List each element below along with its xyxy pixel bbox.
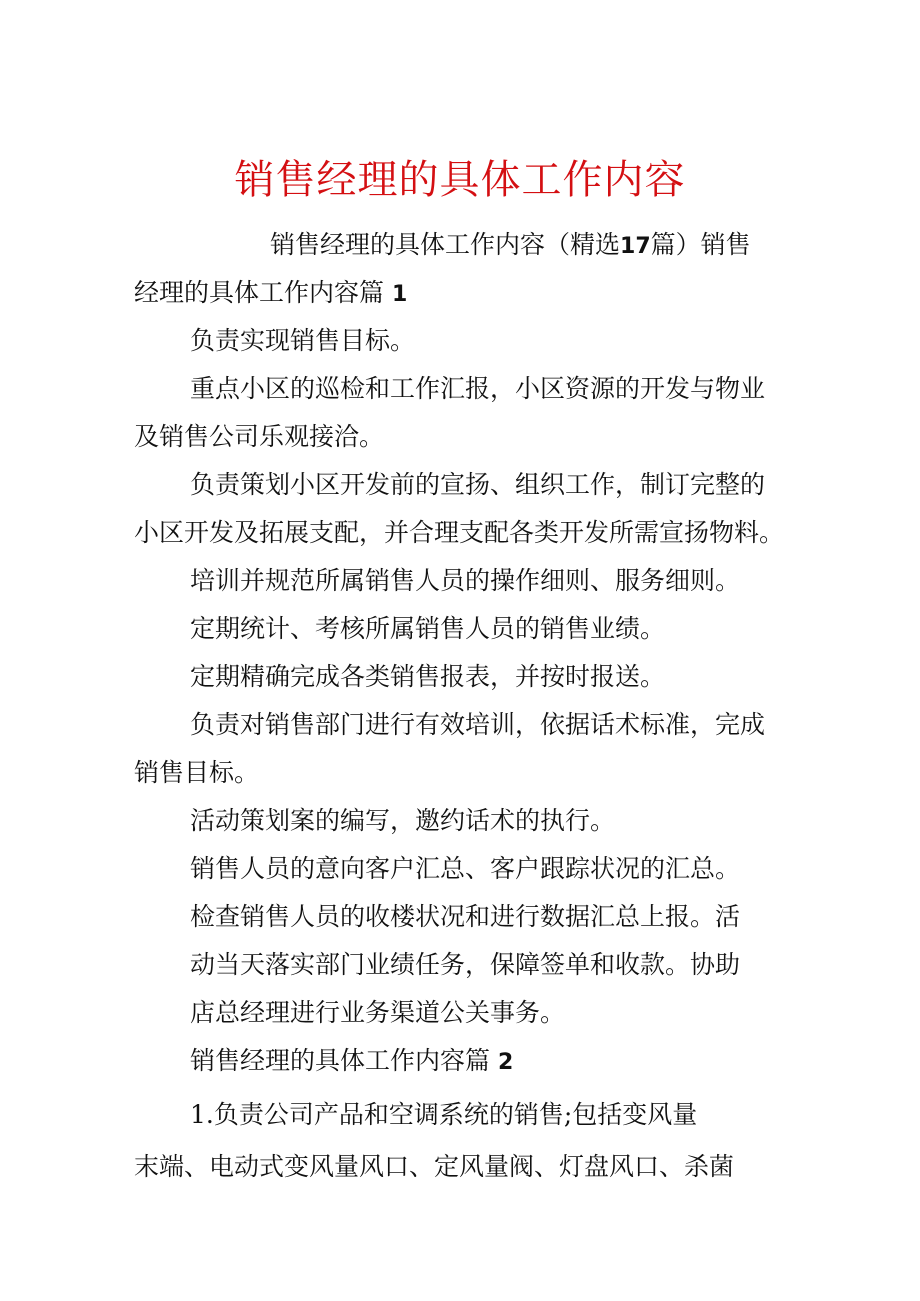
paragraph-line: 负责策划小区开发前的宣扬、组织工作，制订完整的: [190, 470, 766, 499]
paragraph-line: 定期统计、考核所属销售人员的销售业绩。: [190, 614, 666, 643]
paragraph-line: 动当天落实部门业绩任务，保障签单和收款。协助: [190, 950, 741, 979]
paragraph-line: 培训并规范所属销售人员的操作细则、服务细则。: [190, 566, 741, 595]
paragraph-line: 检查销售人员的收楼状况和进行数据汇总上报。活: [190, 902, 741, 931]
paragraph-line: 末端、电动式变风量风口、定风量阀、灯盘风口、杀菌: [134, 1152, 735, 1181]
paragraph-line: 重点小区的巡检和工作汇报，小区资源的开发与物业: [190, 374, 766, 403]
document-title: 销售经理的具体工作内容: [234, 157, 686, 203]
paragraph-line: 小区开发及拓展支配，并合理支配各类开发所需宣扬物料。: [134, 518, 785, 547]
paragraph-line: 1.负责公司产品和空调系统的销售;包括变风量: [190, 1100, 698, 1129]
section-heading-2-text: 销售经理的具体工作内容篇: [190, 1046, 491, 1075]
intro-line-1: [270, 228, 751, 264]
intro-text-b: 篇）销售: [650, 230, 751, 259]
paragraph-line: 及销售公司乐观接洽。: [134, 422, 385, 451]
section-heading-1-number: 1: [391, 282, 408, 307]
paragraph-line: 销售人员的意向客户汇总、客户跟踪状况的汇总。: [190, 854, 741, 883]
section-heading-1-text: 经理的具体工作内容篇: [134, 278, 385, 307]
section-heading-2-number: 2: [497, 1050, 514, 1075]
paragraph-line: 定期精确完成各类销售报表，并按时报送。: [190, 662, 666, 691]
section-heading-2: [190, 1044, 513, 1080]
section-heading-1: [134, 276, 407, 312]
intro-number-17: 17: [620, 234, 651, 259]
intro-text-a: 销售经理的具体工作内容（精选: [270, 230, 621, 259]
paragraph-line: 负责对销售部门进行有效培训，依据话术标准，完成: [190, 710, 766, 739]
paragraph-line: 销售目标。: [134, 758, 260, 787]
paragraph-line: 店总经理进行业务渠道公关事务。: [190, 998, 566, 1027]
paragraph-line: 活动策划案的编写，邀约话术的执行。: [190, 806, 616, 835]
paragraph-line: 负责实现销售目标。: [190, 326, 416, 355]
